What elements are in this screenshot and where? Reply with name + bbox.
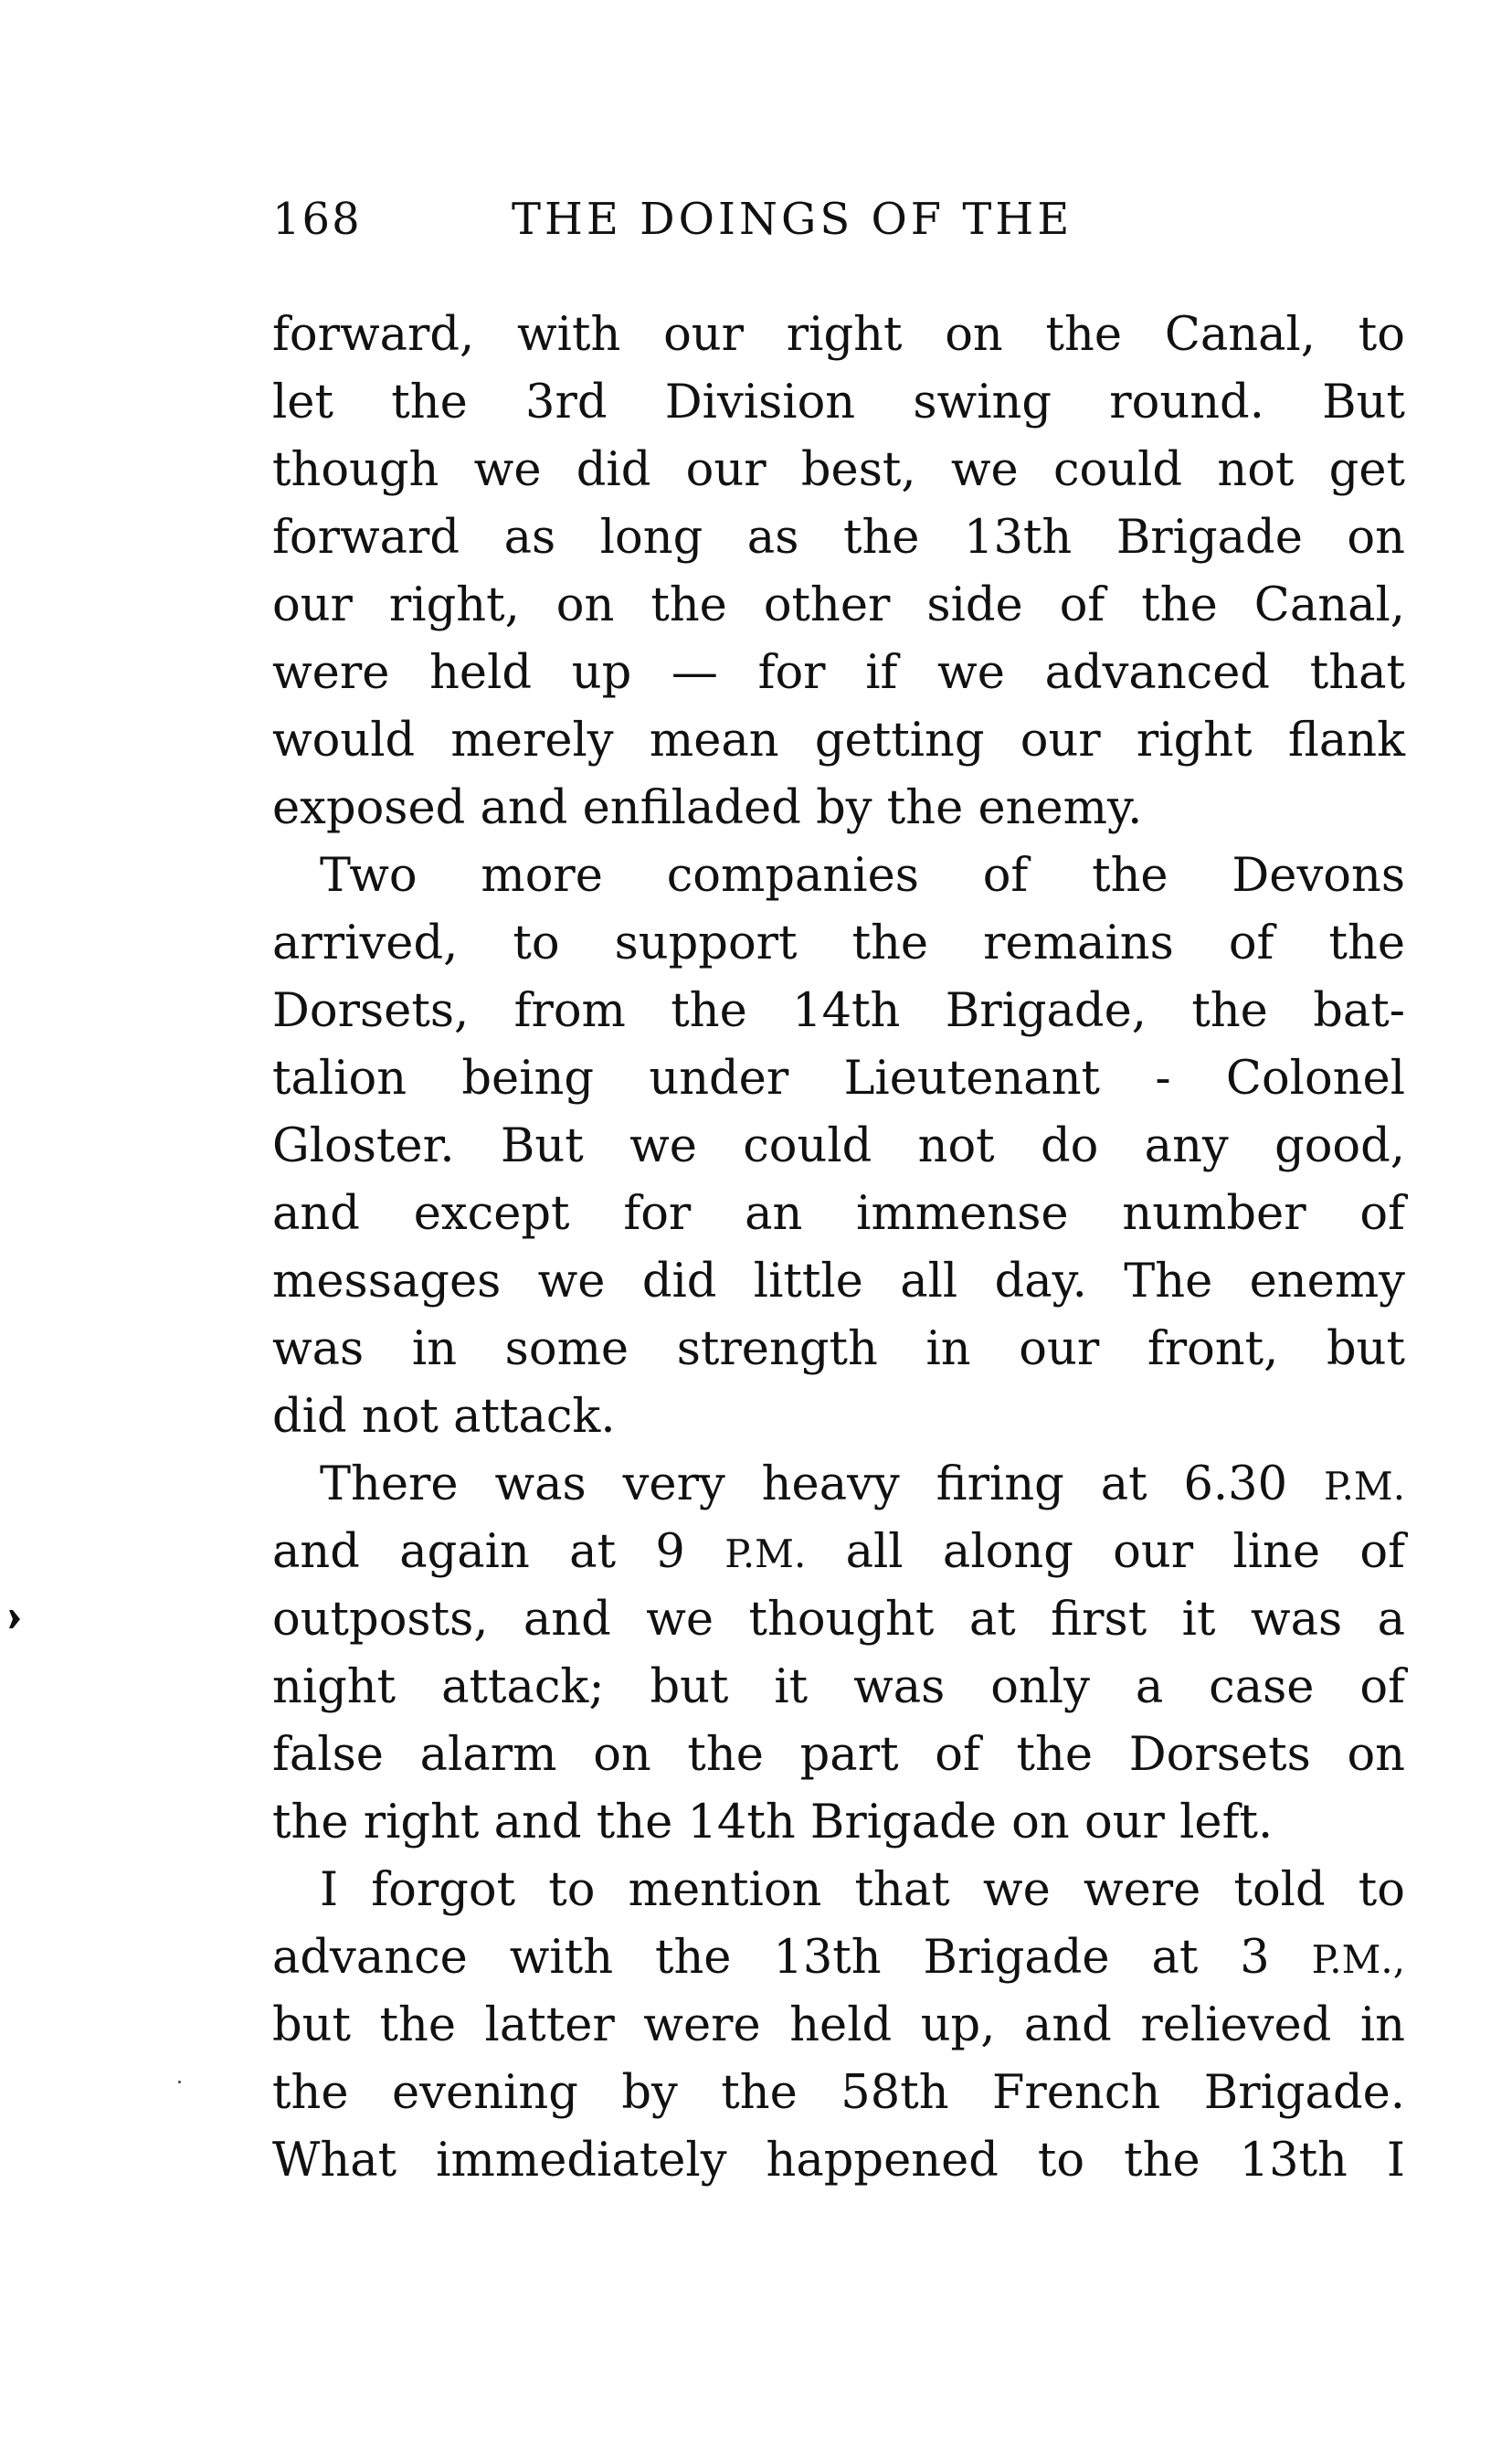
text-line: would merely mean getting our right flank: [272, 714, 1405, 768]
page-number: 168: [272, 194, 362, 245]
scan-speck: [178, 2081, 181, 2083]
text-line: What immediately happened to the 13th I: [272, 2134, 1405, 2188]
text-line: [272, 1451, 1405, 1519]
running-title: THE DOINGS OF THE: [512, 194, 1073, 245]
text-line: but the latter were held up, and relieved in: [272, 1998, 1405, 2052]
text-line: Gloster. But we could not do any good,: [272, 1119, 1405, 1173]
text-line: the right and the 14th Brigade on our left.: [272, 1796, 1274, 1849]
text-line: the evening by the 58th French Brigade.: [272, 2066, 1405, 2120]
text-line: did not attack.: [272, 1390, 616, 1444]
margin-mark-icon: [7, 1608, 22, 1630]
text-line: talion being under Lieutenant - Colonel: [272, 1052, 1405, 1106]
text-line: was in some strength in our front, but: [272, 1322, 1405, 1376]
text-line: messages we did little all day. The enemy: [272, 1255, 1405, 1309]
text-line: exposed and enfiladed by the enemy.: [272, 781, 1143, 835]
text-line: false alarm on the part of the Dorsets on: [272, 1728, 1405, 1782]
text-line: Dorsets, from the 14th Brigade, the bat-: [272, 984, 1405, 1038]
text-segment: There was very heavy firing at 6.30: [320, 1457, 1288, 1511]
time-abbreviation: P.M.: [724, 1531, 807, 1576]
text-line: Two more companies of the Devons: [320, 849, 1405, 903]
text-line: outposts, and we thought at first it was a: [272, 1593, 1405, 1647]
text-line: and except for an immense number of: [272, 1187, 1405, 1241]
text-line: [272, 1924, 1405, 1992]
text-segment: all along our line of: [845, 1525, 1405, 1579]
text-line: were held up — for if we advanced that: [272, 646, 1405, 700]
text-segment: advance with the 13th Brigade at 3: [272, 1931, 1270, 1985]
text-line: forward as long as the 13th Brigade on: [272, 511, 1405, 565]
text-line: [272, 1519, 1405, 1586]
running-head: [272, 194, 1168, 258]
text-line: forward, with our right on the Canal, to: [272, 308, 1405, 362]
time-abbreviation: P.M.: [1323, 1464, 1405, 1509]
text-line: let the 3rd Division swing round. But: [272, 376, 1405, 429]
text-line: I forgot to mention that we were told to: [320, 1863, 1405, 1917]
text-line: our right, on the other side of the Canal,: [272, 578, 1405, 632]
time-abbreviation: P.M.,: [1311, 1937, 1405, 1982]
text-line: arrived, to support the remains of the: [272, 917, 1405, 970]
text-segment: and again at 9: [272, 1525, 685, 1579]
body-text: [272, 302, 1405, 2195]
text-line: though we did our best, we could not get: [272, 443, 1405, 497]
text-line: night attack; but it was only a case of: [272, 1660, 1405, 1714]
